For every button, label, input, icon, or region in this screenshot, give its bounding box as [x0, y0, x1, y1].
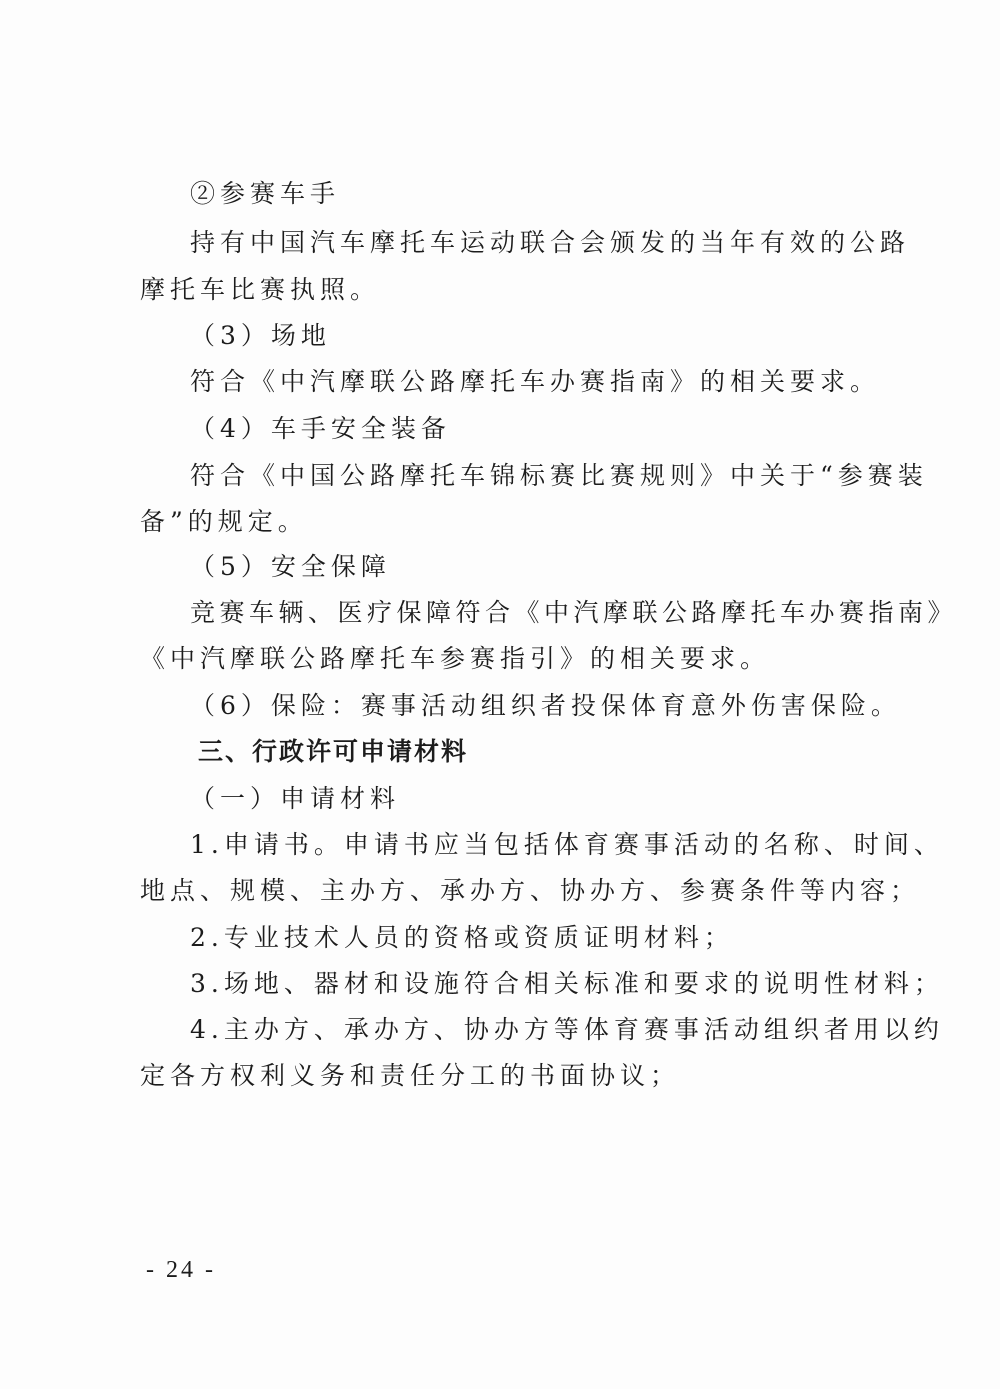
subitem-heading-drivers: ②参赛车手 — [190, 179, 341, 208]
subitem-heading-safety-gear: （4）车手安全装备 — [190, 414, 451, 443]
section-heading: 三、行政许可申请材料 — [198, 737, 469, 766]
paragraph-line: 地点、规模、主办方、承办方、协办方、参赛条件等内容； — [140, 876, 921, 905]
paragraph-line: 持有中国汽车摩托车运动联合会颁发的当年有效的公路 — [190, 228, 911, 257]
subitem-heading-safety-support: （5）安全保障 — [190, 552, 391, 581]
paragraph-line: 1.申请书。申请书应当包括体育赛事活动的名称、时间、 — [190, 830, 944, 859]
subitem-heading-venue: （3）场地 — [190, 321, 331, 350]
paragraph-line: 《中汽摩联公路摩托车参赛指引》的相关要求。 — [140, 644, 771, 673]
paragraph-line: 符合《中国公路摩托车锦标赛比赛规则》中关于“参赛装 — [190, 461, 928, 490]
paragraph-line: 4.主办方、承办方、协办方等体育赛事活动组织者用以约 — [190, 1015, 944, 1044]
page-number: - 24 - — [146, 1257, 216, 1283]
paragraph-line: 2.专业技术人员的资格或资质证明材料； — [190, 923, 734, 952]
paragraph-line: 3.场地、器材和设施符合相关标准和要求的说明性材料； — [190, 969, 944, 998]
paragraph-line: 符合《中汽摩联公路摩托车办赛指南》的相关要求。 — [190, 367, 881, 396]
subitem-heading-insurance: （6）保险：赛事活动组织者投保体育意外伤害保险。 — [190, 691, 901, 720]
paragraph-line: 摩托车比赛执照。 — [140, 275, 381, 304]
paragraph-line: 竞赛车辆、医疗保障符合《中汽摩联公路摩托车办赛指南》 — [190, 598, 958, 627]
subsection-heading: （一）申请材料 — [190, 784, 401, 813]
paragraph-line: 备”的规定。 — [140, 507, 308, 536]
paragraph-line: 定各方权利义务和责任分工的书面协议； — [140, 1061, 681, 1090]
